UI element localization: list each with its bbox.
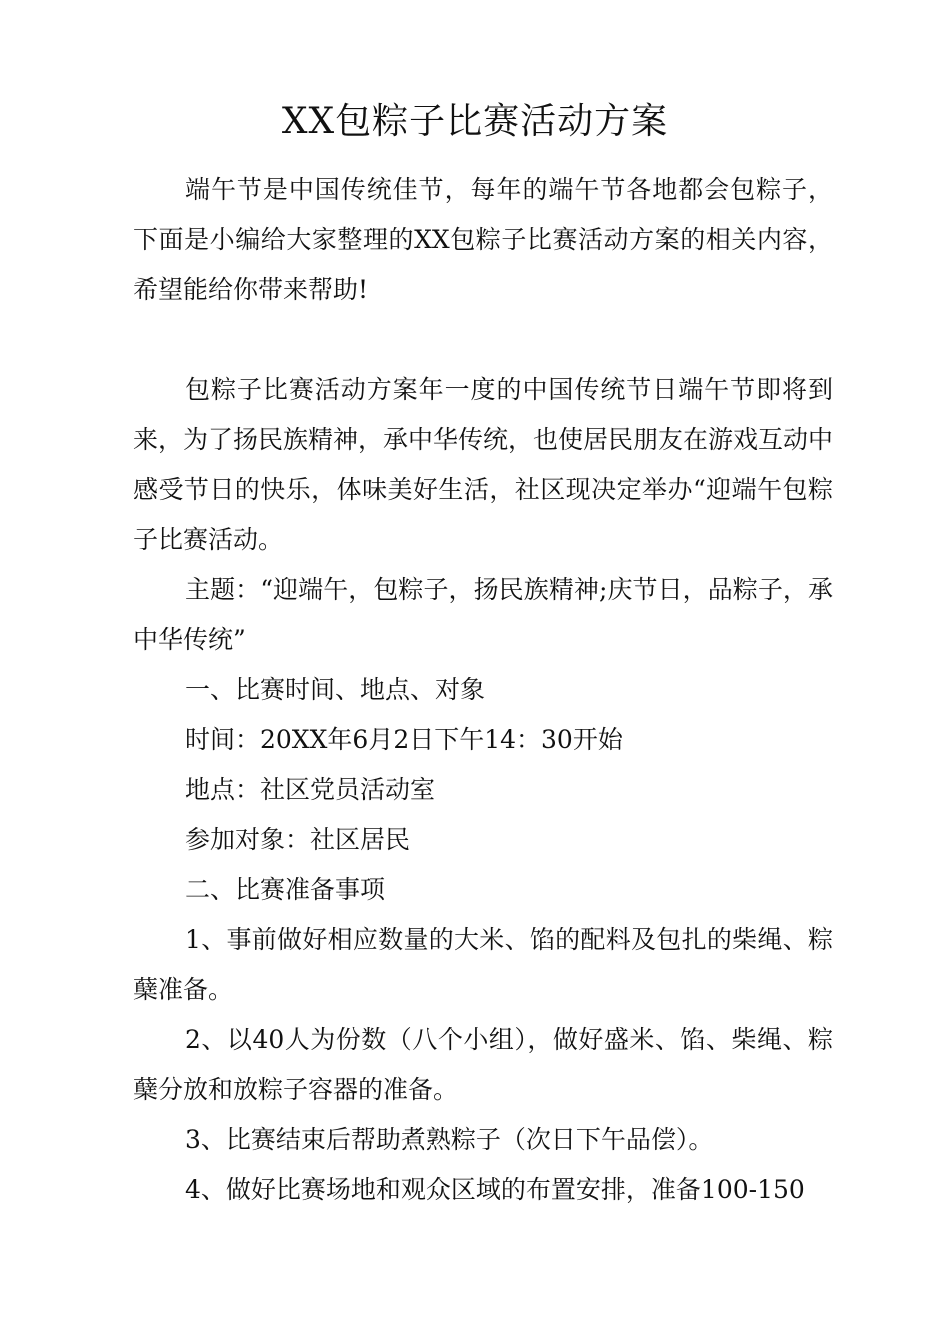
paragraph-gap <box>133 315 833 365</box>
intro-paragraph: 端午节是中国传统佳节，每年的端午节各地都会包粽子，下面是小编给大家整理的XX包粽子比赛活动方案的相关内容，希望能给你带来帮助! <box>133 175 833 304</box>
place-line: 地点：社区党员活动室 <box>185 775 436 804</box>
participants-line: 参加对象：社区居民 <box>185 825 411 854</box>
preparation-item-3: 3、比赛结束后帮助煮熟粽子（次日下午品偿）。 <box>185 1125 714 1154</box>
preparation-item-2: 2、以40人为份数（八个小组），做好盛米、馅、柴绳、粽蘖分放和放粽子容器的准备。 <box>133 1025 833 1104</box>
section-heading-time-place: 一、比赛时间、地点、对象 <box>185 675 486 704</box>
background-paragraph: 包粽子比赛活动方案年一度的中国传统节日端午节即将到来，为了扬民族精神，承中华传统，也使居民朋友在游戏互动中感受节日的快乐，体味美好生活，社区现决定举办“迎端午包粽子比赛活动。 <box>133 375 834 554</box>
section-heading-preparation: 二、比赛准备事项 <box>185 875 386 904</box>
document-title: XX包粽子比赛活动方案 <box>281 101 669 142</box>
theme-paragraph: 主题：“迎端午，包粽子，扬民族精神;庆节日，品粽子，承中华传统” <box>133 575 833 654</box>
preparation-item-4: 4、做好比赛场地和观众区域的布置安排，准备100-150 <box>185 1175 805 1204</box>
time-line: 时间：20XX年6月2日下午14：30开始 <box>185 725 623 754</box>
preparation-item-1: 1、事前做好相应数量的大米、馅的配料及包扎的柴绳、粽蘖准备。 <box>133 925 833 1004</box>
document-body <box>133 165 833 1215</box>
